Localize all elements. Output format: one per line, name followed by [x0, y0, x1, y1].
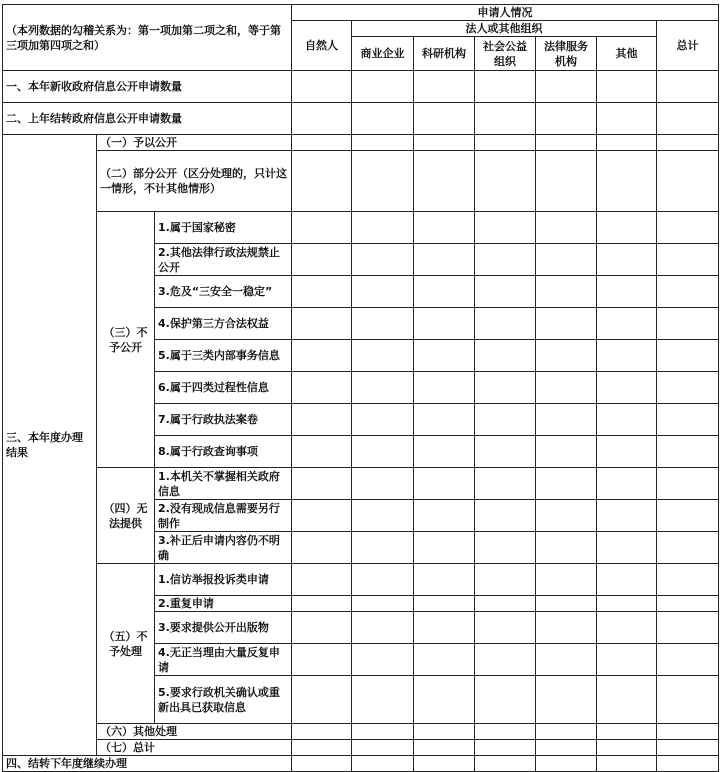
data-cell[interactable]: [352, 340, 414, 372]
data-cell[interactable]: [657, 564, 719, 596]
data-cell[interactable]: [657, 596, 719, 612]
data-cell[interactable]: [352, 372, 414, 404]
data-cell[interactable]: [657, 135, 719, 151]
reason-item: 5.属于三类内部事务信息: [155, 340, 292, 372]
data-cell[interactable]: [414, 436, 475, 468]
data-cell[interactable]: [475, 308, 536, 340]
data-cell[interactable]: [536, 244, 597, 276]
data-cell[interactable]: [597, 596, 657, 612]
data-cell[interactable]: [352, 71, 414, 103]
data-cell[interactable]: [475, 644, 536, 676]
data-cell[interactable]: [657, 740, 719, 756]
data-cell[interactable]: [414, 724, 475, 740]
data-cell[interactable]: [536, 404, 597, 436]
data-cell[interactable]: [536, 500, 597, 532]
data-cell[interactable]: [475, 151, 536, 212]
data-cell[interactable]: [597, 500, 657, 532]
data-cell[interactable]: [597, 340, 657, 372]
data-cell[interactable]: [292, 756, 352, 772]
table-row: [3, 564, 719, 596]
reason-item: 2.重复申请: [155, 596, 292, 612]
data-cell[interactable]: [414, 404, 475, 436]
row-label-section-total: （七）总计: [97, 740, 292, 756]
data-cell[interactable]: [475, 244, 536, 276]
data-cell[interactable]: [414, 500, 475, 532]
data-cell[interactable]: [352, 404, 414, 436]
data-cell[interactable]: [292, 135, 352, 151]
data-cell[interactable]: [292, 676, 352, 724]
data-cell[interactable]: [657, 756, 719, 772]
data-cell[interactable]: [414, 308, 475, 340]
data-cell[interactable]: [597, 532, 657, 564]
data-cell[interactable]: [352, 308, 414, 340]
reason-item: 6.属于四类过程性信息: [155, 372, 292, 404]
data-cell[interactable]: [536, 103, 597, 135]
applications-statistics-table: [2, 4, 719, 772]
data-cell[interactable]: [597, 756, 657, 772]
data-cell[interactable]: [536, 372, 597, 404]
row-label-carried-over: 二、上年结转政府信息公开申请数量: [3, 103, 292, 135]
reason-item: 1.属于国家秘密: [155, 212, 292, 244]
data-cell[interactable]: [292, 500, 352, 532]
data-cell[interactable]: [597, 103, 657, 135]
data-cell[interactable]: [475, 71, 536, 103]
data-cell[interactable]: [292, 212, 352, 244]
data-cell[interactable]: [657, 468, 719, 500]
data-cell[interactable]: [597, 404, 657, 436]
data-cell[interactable]: [657, 71, 719, 103]
data-cell[interactable]: [292, 596, 352, 612]
data-cell[interactable]: [352, 103, 414, 135]
data-cell[interactable]: [292, 151, 352, 212]
data-cell[interactable]: [597, 740, 657, 756]
data-cell[interactable]: [352, 724, 414, 740]
data-cell[interactable]: [657, 532, 719, 564]
reason-item: 5.要求行政机关确认或重新出具已获取信息: [155, 676, 292, 724]
data-cell[interactable]: [657, 612, 719, 644]
data-cell[interactable]: [536, 340, 597, 372]
table-row: [3, 151, 719, 212]
data-cell[interactable]: [352, 532, 414, 564]
data-cell[interactable]: [352, 212, 414, 244]
data-cell[interactable]: [414, 532, 475, 564]
data-cell[interactable]: [475, 500, 536, 532]
data-cell[interactable]: [475, 135, 536, 151]
data-cell[interactable]: [475, 372, 536, 404]
data-cell[interactable]: [352, 436, 414, 468]
data-cell[interactable]: [536, 740, 597, 756]
data-cell[interactable]: [352, 612, 414, 644]
data-cell[interactable]: [597, 676, 657, 724]
data-cell[interactable]: [292, 436, 352, 468]
data-cell[interactable]: [597, 372, 657, 404]
data-cell[interactable]: [475, 468, 536, 500]
data-cell[interactable]: [352, 564, 414, 596]
data-cell[interactable]: [657, 244, 719, 276]
data-cell[interactable]: [657, 676, 719, 724]
data-cell[interactable]: [657, 500, 719, 532]
data-cell[interactable]: [475, 340, 536, 372]
applicant-situation-header: 申请人情况: [292, 5, 719, 21]
reason-item: 8.属于行政查询事项: [155, 436, 292, 468]
legal-person-column-header: 商业企业: [352, 37, 414, 71]
table-row: [3, 71, 719, 103]
reason-item: 3.补正后申请内容仍不明确: [155, 532, 292, 564]
row-label-other-handling: （六）其他处理: [97, 724, 292, 740]
data-cell[interactable]: [536, 151, 597, 212]
data-cell[interactable]: [657, 372, 719, 404]
data-cell[interactable]: [352, 676, 414, 724]
data-cell[interactable]: [475, 756, 536, 772]
data-cell[interactable]: [292, 372, 352, 404]
data-cell[interactable]: [414, 135, 475, 151]
data-cell[interactable]: [352, 151, 414, 212]
data-cell[interactable]: [414, 756, 475, 772]
data-cell[interactable]: [597, 612, 657, 644]
data-cell[interactable]: [536, 596, 597, 612]
data-cell[interactable]: [475, 212, 536, 244]
data-cell[interactable]: [475, 532, 536, 564]
data-cell[interactable]: [475, 740, 536, 756]
data-cell[interactable]: [657, 340, 719, 372]
data-cell[interactable]: [597, 71, 657, 103]
data-cell[interactable]: [292, 468, 352, 500]
data-cell[interactable]: [352, 135, 414, 151]
data-cell[interactable]: [414, 103, 475, 135]
reason-item: 2.没有现成信息需要另行制作: [155, 500, 292, 532]
data-cell[interactable]: [536, 135, 597, 151]
data-cell[interactable]: [475, 564, 536, 596]
data-cell[interactable]: [352, 740, 414, 756]
data-cell[interactable]: [475, 612, 536, 644]
data-cell[interactable]: [657, 436, 719, 468]
data-cell[interactable]: [292, 71, 352, 103]
data-cell[interactable]: [536, 468, 597, 500]
row-label-disclosed: （一）予以公开: [97, 135, 292, 151]
data-cell[interactable]: [597, 564, 657, 596]
data-cell[interactable]: [597, 468, 657, 500]
data-cell[interactable]: [292, 612, 352, 644]
data-cell[interactable]: [657, 724, 719, 740]
data-cell[interactable]: [292, 724, 352, 740]
data-cell[interactable]: [352, 244, 414, 276]
total-header: 总计: [657, 21, 719, 71]
table-row: [3, 5, 719, 21]
data-cell[interactable]: [414, 244, 475, 276]
row-label-partially-disclosed: （二）部分公开（区分处理的，只计这一情形，不计其他情形）: [97, 151, 292, 212]
row-label-carry-to-next-year: 四、结转下年度继续办理: [3, 756, 292, 772]
data-cell[interactable]: [536, 756, 597, 772]
data-cell[interactable]: [475, 404, 536, 436]
data-cell[interactable]: [292, 244, 352, 276]
data-cell[interactable]: [292, 340, 352, 372]
natural-person-header: 自然人: [292, 21, 352, 71]
table-row: [3, 103, 719, 135]
data-cell[interactable]: [475, 676, 536, 724]
reason-item: 1.信访举报投诉类申请: [155, 564, 292, 596]
data-cell[interactable]: [657, 151, 719, 212]
table-row: [3, 135, 719, 151]
data-cell[interactable]: [414, 468, 475, 500]
data-cell[interactable]: [414, 740, 475, 756]
data-cell[interactable]: [536, 612, 597, 644]
data-cell[interactable]: [597, 436, 657, 468]
data-cell[interactable]: [292, 308, 352, 340]
group-label-not-processed: （五）不予处理: [97, 564, 155, 724]
data-cell[interactable]: [597, 135, 657, 151]
data-cell[interactable]: [414, 564, 475, 596]
legal-person-column-header: 法律服务机构: [536, 37, 597, 71]
data-cell[interactable]: [352, 276, 414, 308]
table-row: [3, 724, 719, 740]
row-label-new-applications: 一、本年新收政府信息公开申请数量: [3, 71, 292, 103]
data-cell[interactable]: [597, 308, 657, 340]
column-note: （本列数据的勾稽关系为：第一项加第二项之和，等于第三项加第四项之和）: [3, 5, 292, 71]
table-row: [3, 212, 719, 244]
data-cell[interactable]: [414, 71, 475, 103]
data-cell[interactable]: [292, 276, 352, 308]
data-cell[interactable]: [414, 340, 475, 372]
data-cell[interactable]: [292, 564, 352, 596]
data-cell[interactable]: [292, 532, 352, 564]
data-cell[interactable]: [475, 436, 536, 468]
data-cell[interactable]: [536, 436, 597, 468]
table-row: [3, 756, 719, 772]
data-cell[interactable]: [657, 644, 719, 676]
data-cell[interactable]: [536, 276, 597, 308]
data-cell[interactable]: [414, 151, 475, 212]
data-cell[interactable]: [414, 644, 475, 676]
data-cell[interactable]: [657, 308, 719, 340]
data-cell[interactable]: [536, 644, 597, 676]
data-cell[interactable]: [414, 372, 475, 404]
reason-item: 7.属于行政执法案卷: [155, 404, 292, 436]
data-cell[interactable]: [597, 644, 657, 676]
data-cell[interactable]: [292, 740, 352, 756]
data-cell[interactable]: [536, 724, 597, 740]
reason-item: 3.要求提供公开出版物: [155, 612, 292, 644]
data-cell[interactable]: [475, 596, 536, 612]
data-cell[interactable]: [597, 212, 657, 244]
legal-persons-group-header: 法人或其他组织: [352, 21, 657, 37]
data-cell[interactable]: [352, 644, 414, 676]
data-cell[interactable]: [475, 276, 536, 308]
legal-person-column-header: 其他: [597, 37, 657, 71]
group-label-unable-to-provide: （四）无法提供: [97, 468, 155, 564]
group-label-not-disclosed: （三）不予公开: [97, 212, 155, 468]
data-cell[interactable]: [414, 676, 475, 724]
data-cell[interactable]: [536, 71, 597, 103]
reason-item: 4.无正当理由大量反复申请: [155, 644, 292, 676]
data-cell[interactable]: [352, 756, 414, 772]
data-cell[interactable]: [597, 276, 657, 308]
data-cell[interactable]: [536, 532, 597, 564]
reason-item: 2.其他法律行政法规禁止公开: [155, 244, 292, 276]
data-cell[interactable]: [657, 276, 719, 308]
data-cell[interactable]: [536, 564, 597, 596]
data-cell[interactable]: [536, 212, 597, 244]
section-label-results: 三、本年度办理结果: [3, 135, 97, 756]
data-cell[interactable]: [352, 468, 414, 500]
data-cell[interactable]: [352, 500, 414, 532]
data-cell[interactable]: [657, 212, 719, 244]
table-row: [3, 740, 719, 756]
reason-item: 1.本机关不掌握相关政府信息: [155, 468, 292, 500]
data-cell[interactable]: [475, 103, 536, 135]
data-cell[interactable]: [597, 724, 657, 740]
legal-person-column-header: 科研机构: [414, 37, 475, 71]
data-cell[interactable]: [352, 596, 414, 612]
data-cell[interactable]: [292, 404, 352, 436]
data-cell[interactable]: [536, 308, 597, 340]
reason-item: 4.保护第三方合法权益: [155, 308, 292, 340]
data-cell[interactable]: [657, 103, 719, 135]
data-cell[interactable]: [292, 103, 352, 135]
data-cell[interactable]: [536, 676, 597, 724]
data-cell[interactable]: [292, 644, 352, 676]
data-cell[interactable]: [597, 244, 657, 276]
legal-person-column-header: 社会公益组织: [475, 37, 536, 71]
data-cell[interactable]: [657, 404, 719, 436]
table-row: [3, 468, 719, 500]
data-cell[interactable]: [597, 151, 657, 212]
data-cell[interactable]: [414, 596, 475, 612]
data-cell[interactable]: [475, 724, 536, 740]
data-cell[interactable]: [414, 612, 475, 644]
reason-item: 3.危及“三安全一稳定”: [155, 276, 292, 308]
data-cell[interactable]: [414, 212, 475, 244]
data-cell[interactable]: [414, 276, 475, 308]
